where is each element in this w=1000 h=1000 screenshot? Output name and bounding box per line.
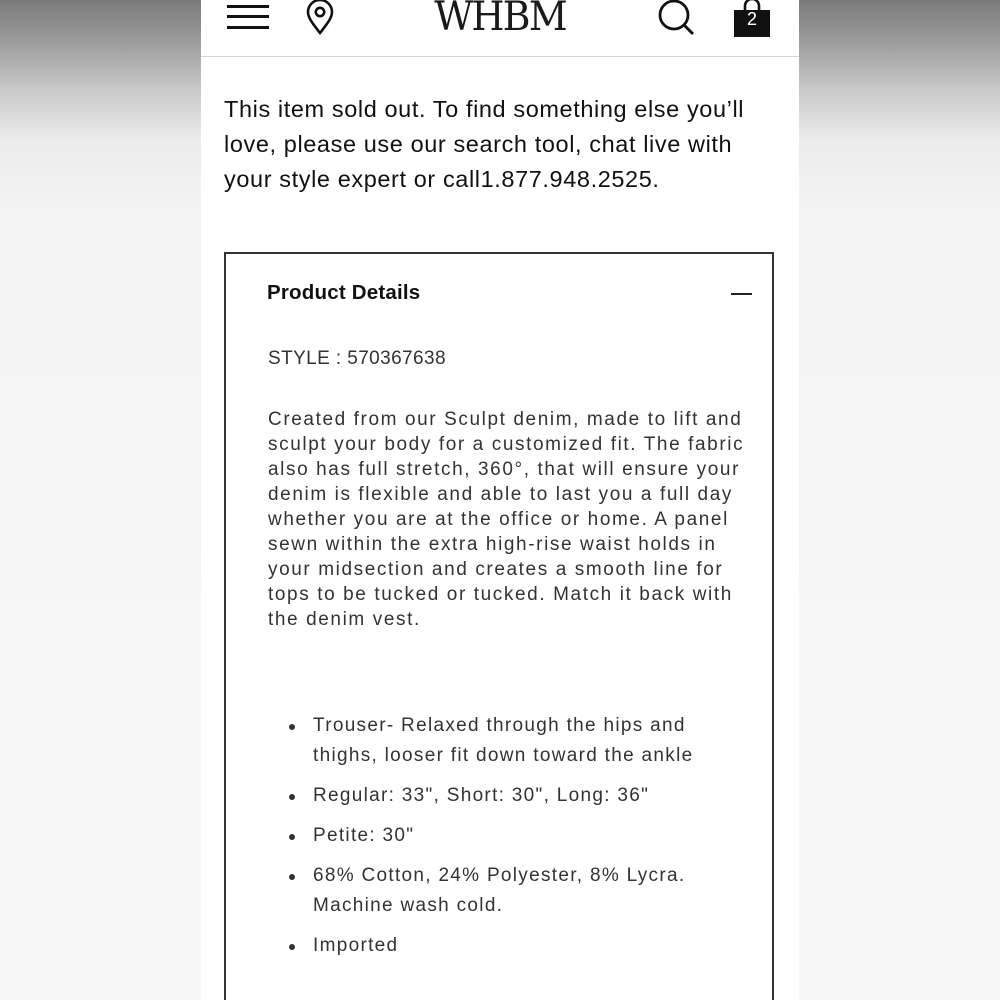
sold-out-notice: This item sold out. To find something else you’ll love, please use our search tool, chat live with your style expert or call1.877.948.2525. [224,96,745,192]
feature-item: Petite: 30" [268,821,748,851]
product-details-title[interactable]: Product Details [267,281,421,304]
product-description: Created from our Sculpt denim, made to lift and sculpt your body for a customized fit. The fabric also has full stretch, 360°, that will ensure your denim is flexible and able to last you a full day whether you are at the office or home. A panel sewn within the extra high-rise waist holds in your midsection and creates a smooth line for tops to be tucked or tucked. Match it back with the denim vest. [268,409,745,630]
site-header [201,0,799,57]
product-details-accordion [224,252,774,1000]
feature-item: Trouser- Relaxed through the hips and thighs, looser fit down toward the ankle [268,711,748,771]
feature-item: 68% Cotton, 24% Polyester, 8% Lycra. Machine wash cold. [268,861,748,921]
location-pin-icon[interactable] [304,0,336,36]
style-number: STYLE : 570367638 [268,348,446,369]
product-features-list [268,711,748,971]
feature-item: Imported [268,931,748,961]
feature-item: Regular: 33", Short: 30", Long: 36" [268,781,748,811]
search-icon[interactable] [657,0,695,36]
mobile-page [201,0,799,1000]
collapse-minus-icon[interactable] [731,293,752,295]
brand-logo[interactable]: WHBM [434,0,566,40]
hamburger-menu-icon[interactable] [227,2,269,30]
bag-count-badge: 2 [746,9,757,29]
